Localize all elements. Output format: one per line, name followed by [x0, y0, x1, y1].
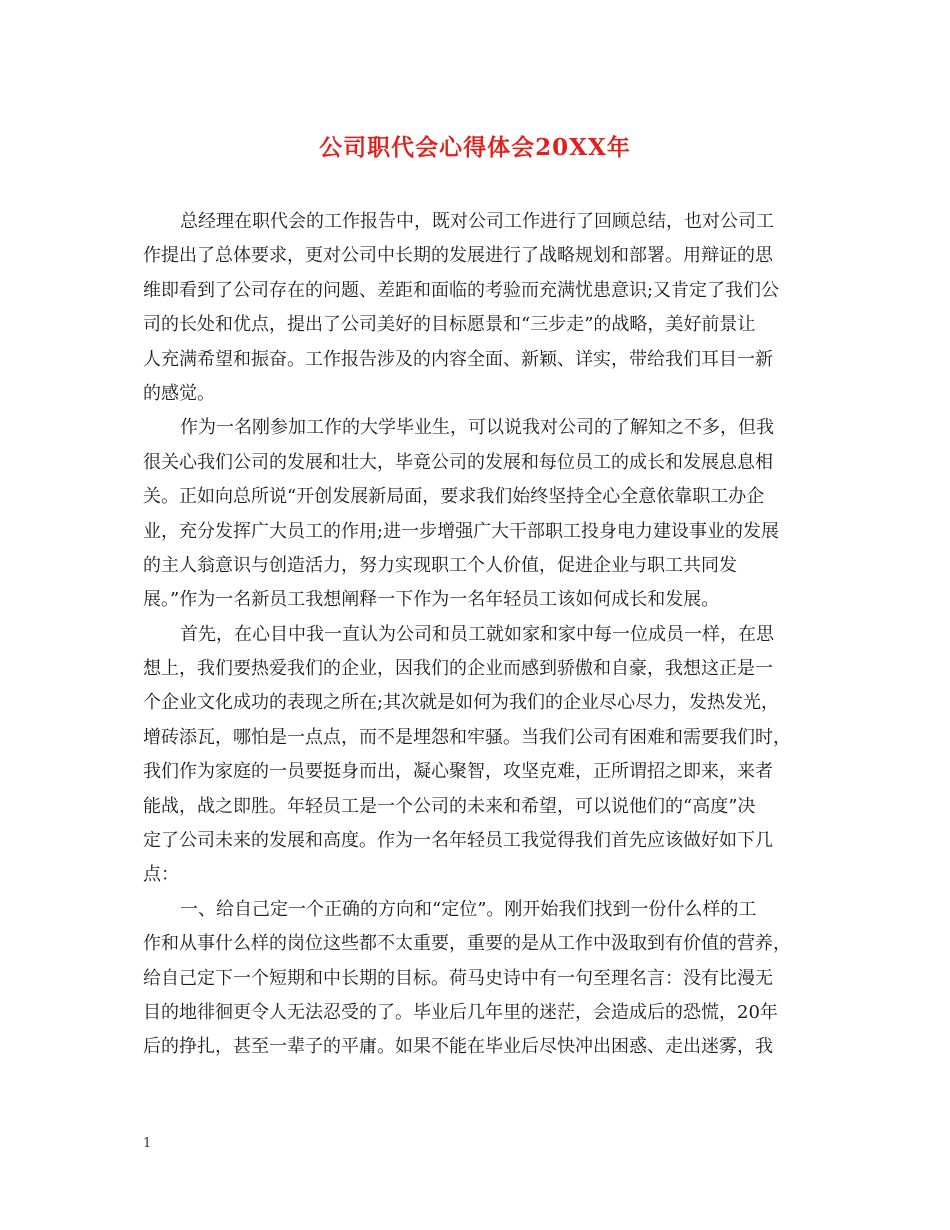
paragraph-3-line-2: 想上，我们要热爱我们的企业，因我们的企业而感到骄傲和自豪，我想这正是一 [143, 658, 773, 680]
page-number: 1 [143, 1136, 152, 1151]
paragraph-2-line-6: 展。”作为一名新员工我想阐释一下作为一名年轻员工该如何成长和发展。 [143, 589, 720, 611]
paragraph-3-line-3: 个企业文化成功的表现之所在;其次就是如何为我们的企业尽心尽力，发热发光， [143, 692, 780, 714]
paragraph-2-line-1: 作为一名刚参加工作的大学毕业生，可以说我对公司的了解知之不多，但我 [180, 417, 774, 439]
paragraph-1-line-2: 作提出了总体要求，更对公司中长期的发展进行了战略规划和部署。用辩证的思 [143, 245, 773, 267]
paragraph-1-line-5: 人充满希望和振奋。工作报告涉及的内容全面、新颖、详实，带给我们耳目一新 [143, 348, 773, 370]
paragraph-3-line-6: 能战，战之即胜。年轻员工是一个公司的未来和希望，可以说他们的“高度”决 [143, 795, 756, 817]
paragraph-3-line-5: 我们作为家庭的一员要挺身而出，凝心聚智，攻坚克难，正所谓招之即来，来者 [143, 761, 773, 783]
paragraph-3-line-7: 定了公司未来的发展和高度。作为一名年轻员工我觉得我们首先应该做好如下几 [143, 830, 773, 852]
paragraph-4-line-5: 后的挣扎，甚至一辈子的平庸。如果不能在毕业后尽快冲出困惑、走出迷雾，我 [143, 1036, 773, 1058]
paragraph-2-line-5: 的主人翁意识与创造活力，努力实现职工个人价值，促进企业与职工共同发 [143, 554, 737, 576]
paragraph-1-line-4: 司的长处和优点，提出了公司美好的目标愿景和“三步走”的战略，美好前景让 [143, 314, 756, 336]
paragraph-4-line-3: 给自己定下一个短期和中长期的目标。荷马史诗中有一句至理名言：没有比漫无 [143, 967, 773, 989]
paragraph-4-line-4: 目的地徘徊更令人无法忍受的了。毕业后几年里的迷茫，会造成后的恐慌，20年 [143, 1001, 778, 1023]
paragraph-2-line-2: 很关心我们公司的发展和壮大，毕竟公司的发展和每位员工的成长和发展息息相 [143, 451, 773, 473]
paragraph-1-line-3: 维即看到了公司存在的问题、差距和面临的考验而充满忧患意识;又肯定了我们公 [143, 279, 780, 301]
paragraph-3-line-4: 增砖添瓦，哪怕是一点点，而不是埋怨和牢骚。当我们公司有困难和需要我们时， [143, 726, 791, 748]
paragraph-4-line-1: 一、给自己定一个正确的方向和“定位”。刚开始我们找到一份什么样的工 [180, 898, 757, 920]
paragraph-3-line-1: 首先，在心目中我一直认为公司和员工就如家和家中每一位成员一样，在思 [180, 623, 774, 645]
document-title: 公司职代会心得体会20XX年 [319, 134, 631, 161]
document-body [143, 205, 803, 1065]
paragraph-2-line-3: 关。正如向总所说“开创发展新局面，要求我们始终坚持全心全意依靠职工办企 [143, 486, 765, 508]
paragraph-1-line-1: 总经理在职代会的工作报告中，既对公司工作进行了回顾总结，也对公司工 [180, 211, 774, 232]
paragraph-4-line-2: 作和从事什么样的岗位这些都不太重要，重要的是从工作中汲取到有价值的营养， [143, 933, 791, 955]
paragraph-2-line-4: 业，充分发挥广大员工的作用;进一步增强广大干部职工投身电力建设事业的发展 [143, 520, 780, 542]
paragraph-3-line-8: 点： [143, 864, 179, 886]
paragraph-1-line-6: 的感觉。 [143, 382, 215, 404]
